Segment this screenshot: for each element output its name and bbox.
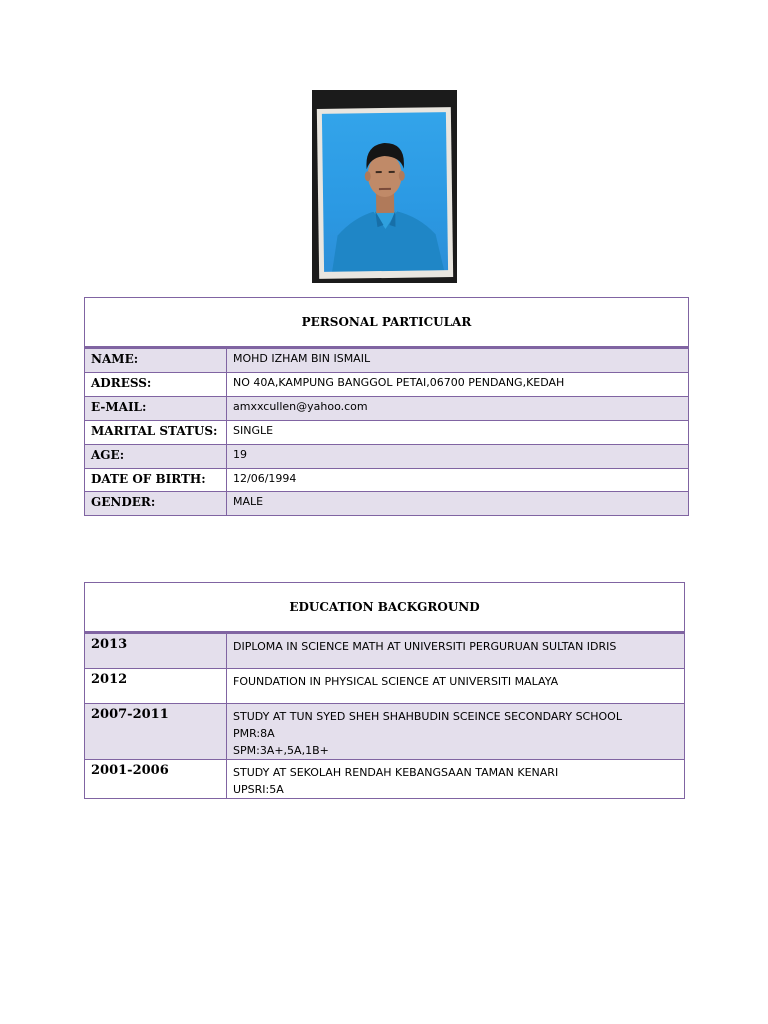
field-value: SINGLE bbox=[227, 421, 689, 445]
table-row bbox=[85, 760, 685, 799]
detail-line: UPSRI:5A bbox=[233, 783, 284, 796]
table-row bbox=[85, 669, 685, 704]
field-label: ADRESS: bbox=[85, 373, 227, 397]
table-row bbox=[85, 704, 685, 760]
detail-line: PMR:8A bbox=[233, 727, 275, 740]
education-background-title: EDUCATION BACKGROUND bbox=[85, 583, 685, 633]
field-label: NAME: bbox=[85, 348, 227, 373]
year-label: 2012 bbox=[85, 669, 227, 704]
field-value: amxxcullen@yahoo.com bbox=[227, 397, 689, 421]
year-label: 2013 bbox=[85, 633, 227, 669]
field-value: 19 bbox=[227, 445, 689, 469]
year-label: 2007-2011 bbox=[85, 704, 227, 760]
table-row bbox=[85, 469, 689, 492]
education-detail bbox=[227, 760, 685, 799]
table-row bbox=[85, 445, 689, 469]
table-row bbox=[85, 421, 689, 445]
field-label: GENDER: bbox=[85, 492, 227, 516]
detail-line: STUDY AT TUN SYED SHEH SHAHBUDIN SCEINCE SECONDARY SCHOOL bbox=[233, 710, 622, 723]
personal-particular-table bbox=[84, 297, 689, 516]
table-row bbox=[85, 492, 689, 516]
detail-line: FOUNDATION IN PHYSICAL SCIENCE AT UNIVERSITI MALAYA bbox=[233, 675, 559, 688]
education-background-table bbox=[84, 582, 685, 799]
year-label: 2001-2006 bbox=[85, 760, 227, 799]
table-row bbox=[85, 633, 685, 669]
table-row bbox=[85, 373, 689, 397]
field-value: MALE bbox=[227, 492, 689, 516]
detail-line: SPM:3A+,5A,1B+ bbox=[233, 744, 329, 757]
photo-border bbox=[317, 107, 453, 279]
table-row bbox=[85, 348, 689, 373]
field-label: DATE OF BIRTH: bbox=[85, 469, 227, 492]
detail-line: STUDY AT SEKOLAH RENDAH KEBANGSAAN TAMAN KENARI bbox=[233, 766, 559, 779]
education-detail bbox=[227, 704, 685, 760]
detail-line: DIPLOMA IN SCIENCE MATH AT UNIVERSITI PERGURUAN SULTAN IDRIS bbox=[233, 640, 617, 653]
field-value: MOHD IZHAM BIN ISMAIL bbox=[227, 348, 689, 373]
field-label: E-MAIL: bbox=[85, 397, 227, 421]
education-detail bbox=[227, 633, 685, 669]
education-detail bbox=[227, 669, 685, 704]
personal-particular-title: PERSONAL PARTICULAR bbox=[85, 298, 689, 348]
field-value: 12/06/1994 bbox=[227, 469, 689, 492]
field-label: MARITAL STATUS: bbox=[85, 421, 227, 445]
photo-image bbox=[322, 112, 448, 272]
field-value: NO 40A,KAMPUNG BANGGOL PETAI,06700 PENDANG,KEDAH bbox=[227, 373, 689, 397]
field-label: AGE: bbox=[85, 445, 227, 469]
table-row bbox=[85, 397, 689, 421]
profile-photo bbox=[312, 90, 457, 283]
